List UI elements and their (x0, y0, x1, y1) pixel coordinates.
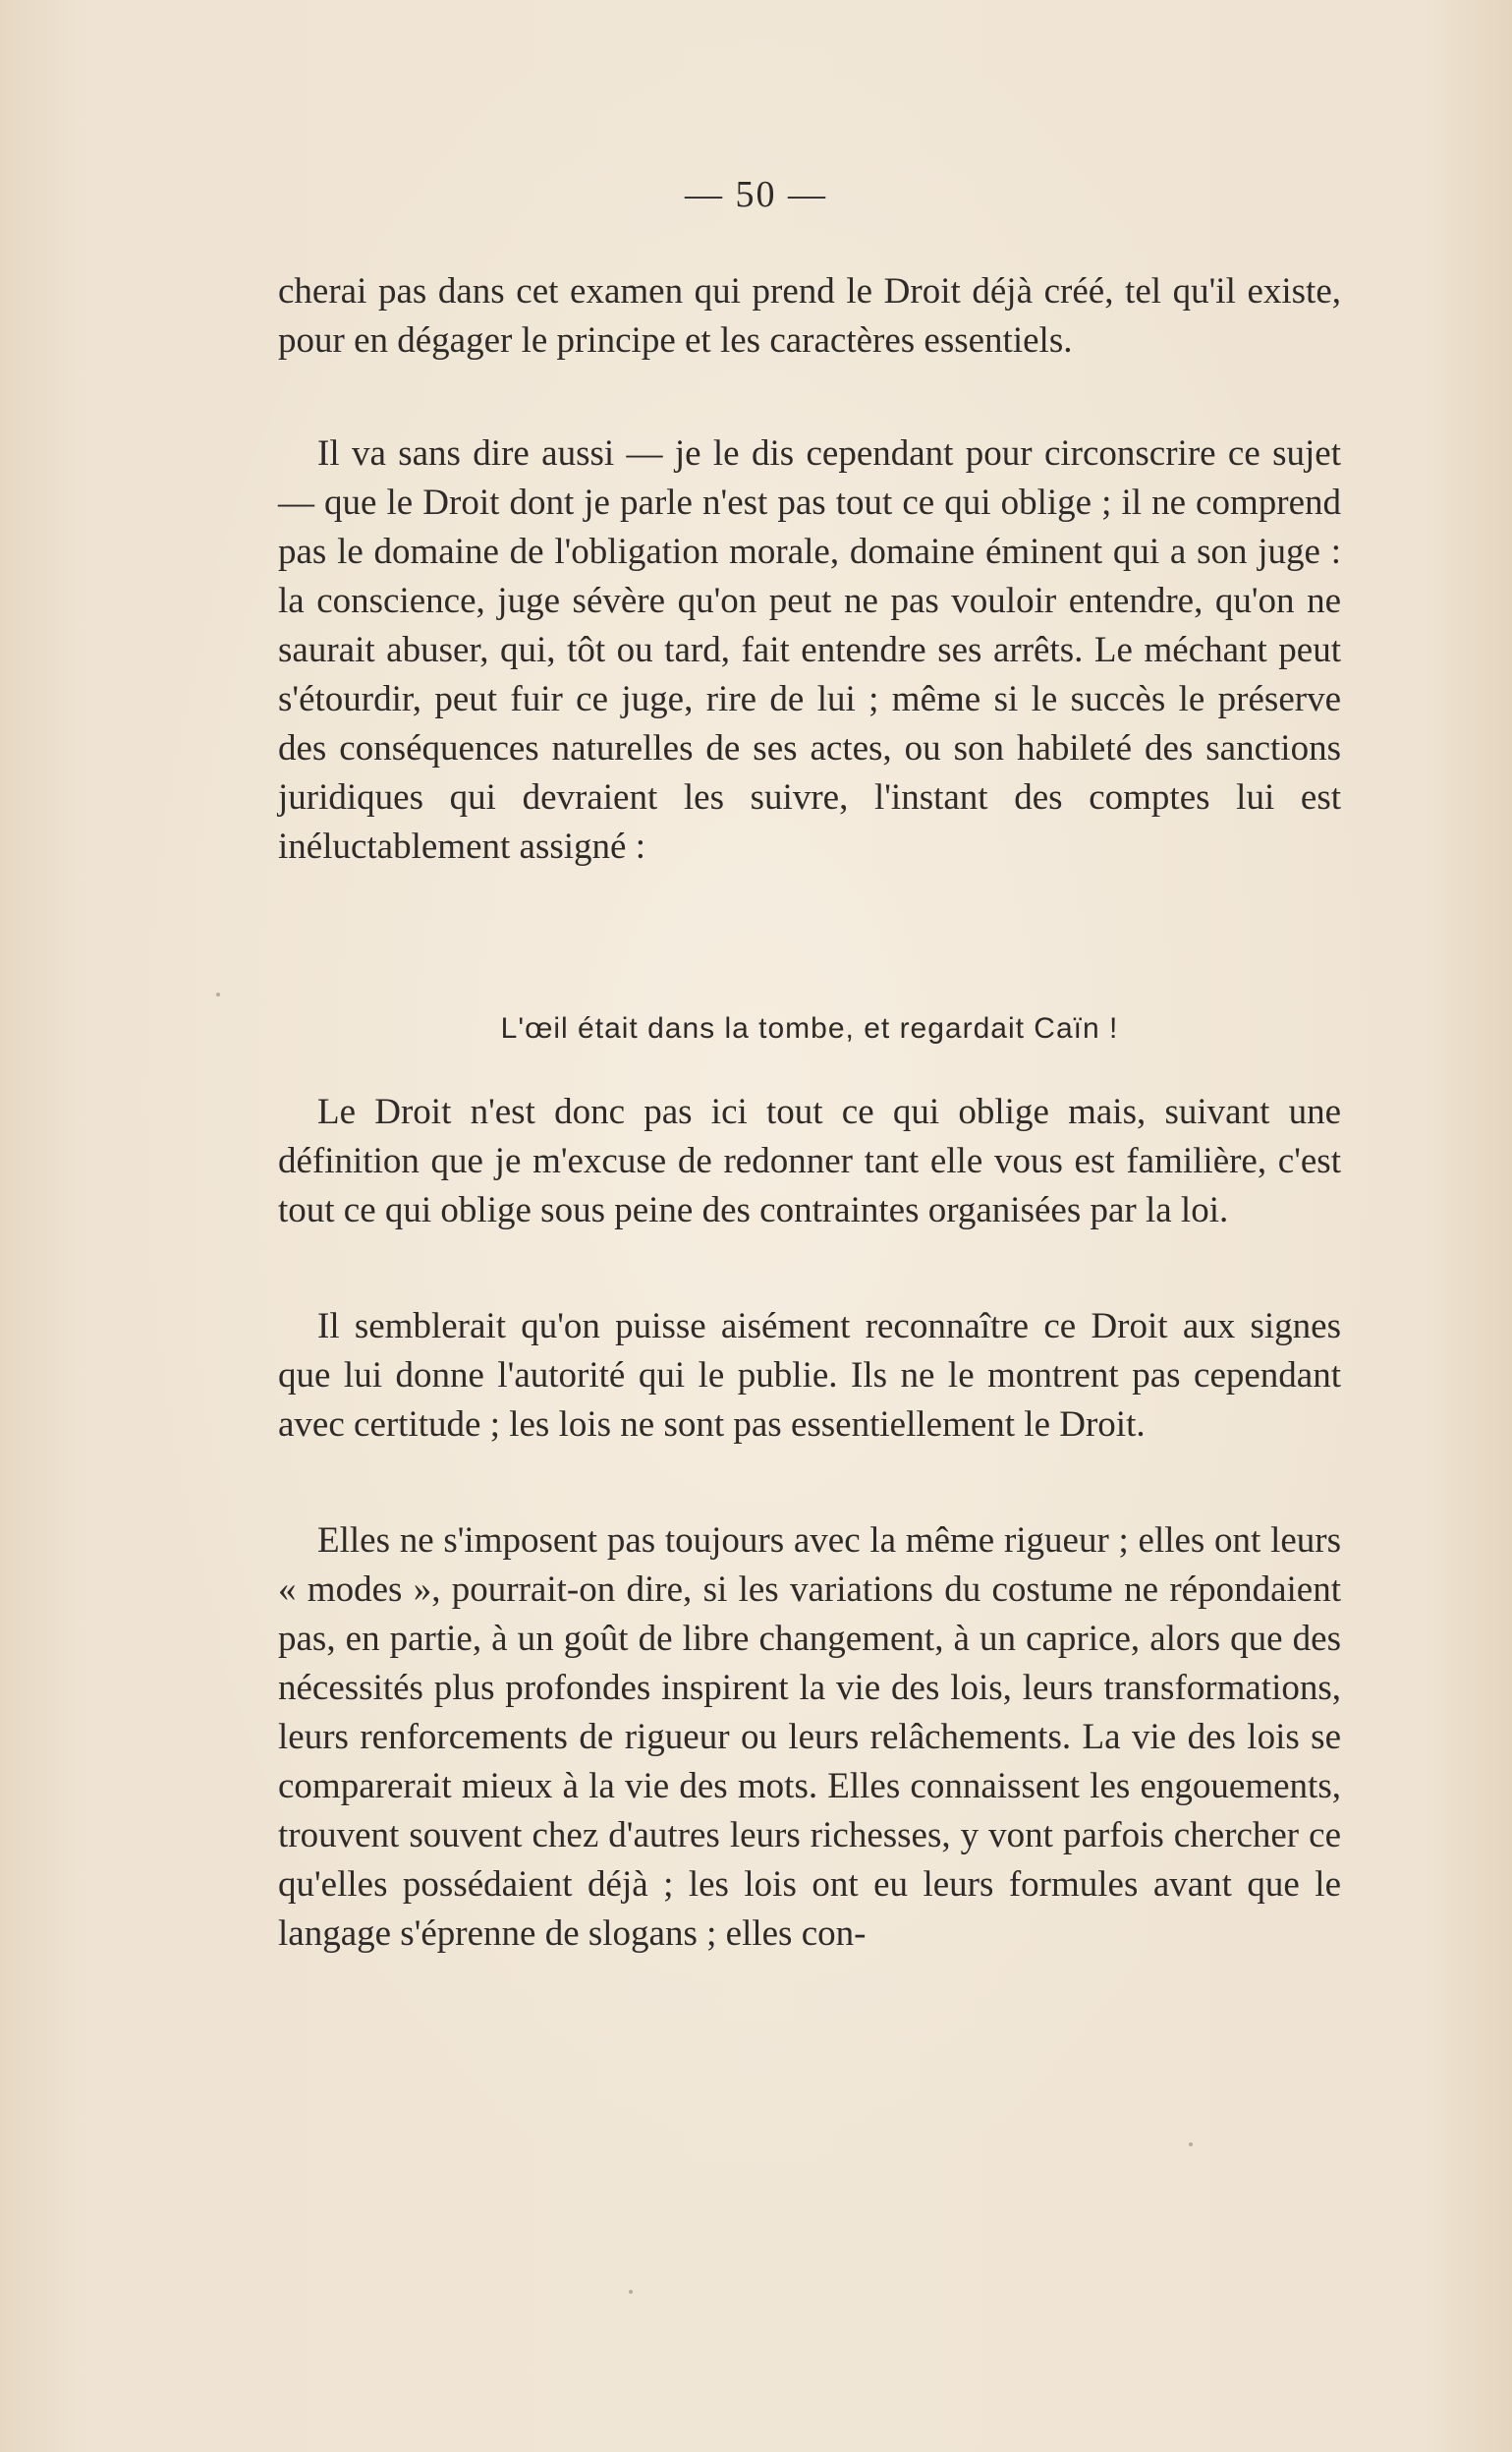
paragraph-2: Il va sans dire aussi — je le dis cependant pour circonscrire ce sujet — que le Droit dont je parle n'est pas tout ce qui oblige ; il ne comprend pas le domaine de l'obligation morale, domaine éminent qui a son juge : la conscience, juge sévère qu'on peut ne pas vouloir entendre, qu'on ne saurait abuser, qui, tôt ou tard, fait entendre ses arrêts. Le méchant peut s'étourdir, peut fuir ce juge, rire de lui ; même si le succès le préserve des conséquences naturelles de ses actes, ou son habileté des sanctions juridiques qui devraient les suivre, l'instant des comptes lui est inéluctablement assigné : (278, 433, 1341, 867)
paper-speck (629, 2290, 633, 2294)
paper-speck (216, 993, 220, 997)
paragraph-1: cherai pas dans cet examen qui prend le Droit déjà créé, tel qu'il existe, pour en dégager le principe et les caractères essentiels. (278, 271, 1341, 361)
poetry-quote: L'œil était dans la tombe, et regardait Caïn ! (500, 1012, 1119, 1045)
paragraph-3: Le Droit n'est donc pas ici tout ce qui oblige mais, suivant une définition que je m'excuse de redonner tant elle vous est familière, c'est tout ce qui oblige sous peine des contraintes organisées par la loi. (278, 1092, 1341, 1230)
paragraph-5: Elles ne s'imposent pas toujours avec la même rigueur ; elles ont leurs « modes », pourrait-on dire, si les variations du costume ne répondaient pas, en partie, à un goût de libre changement, à un caprice, alors que des nécessités plus profondes inspirent la vie des lois, leurs transformations, leurs renforcements de rigueur ou leurs relâchements. La vie des lois se comparerait mieux à la vie des mots. Elles connaissent les engouements, trouvent souvent chez d'autres leurs richesses, y vont parfois chercher ce qu'elles possédaient déjà ; les lois ont eu leurs formules avant que le langage s'éprenne de slogans ; elles con- (278, 1520, 1341, 1954)
paper-speck (1189, 2142, 1193, 2146)
page-number: — 50 — (685, 174, 827, 215)
paragraph-4: Il semblerait qu'on puisse aisément reconnaître ce Droit aux signes que lui donne l'autorité qui le publie. Ils ne le montrent pas cependant avec certitude ; les lois ne sont pas essentiellement le Droit. (278, 1306, 1341, 1445)
